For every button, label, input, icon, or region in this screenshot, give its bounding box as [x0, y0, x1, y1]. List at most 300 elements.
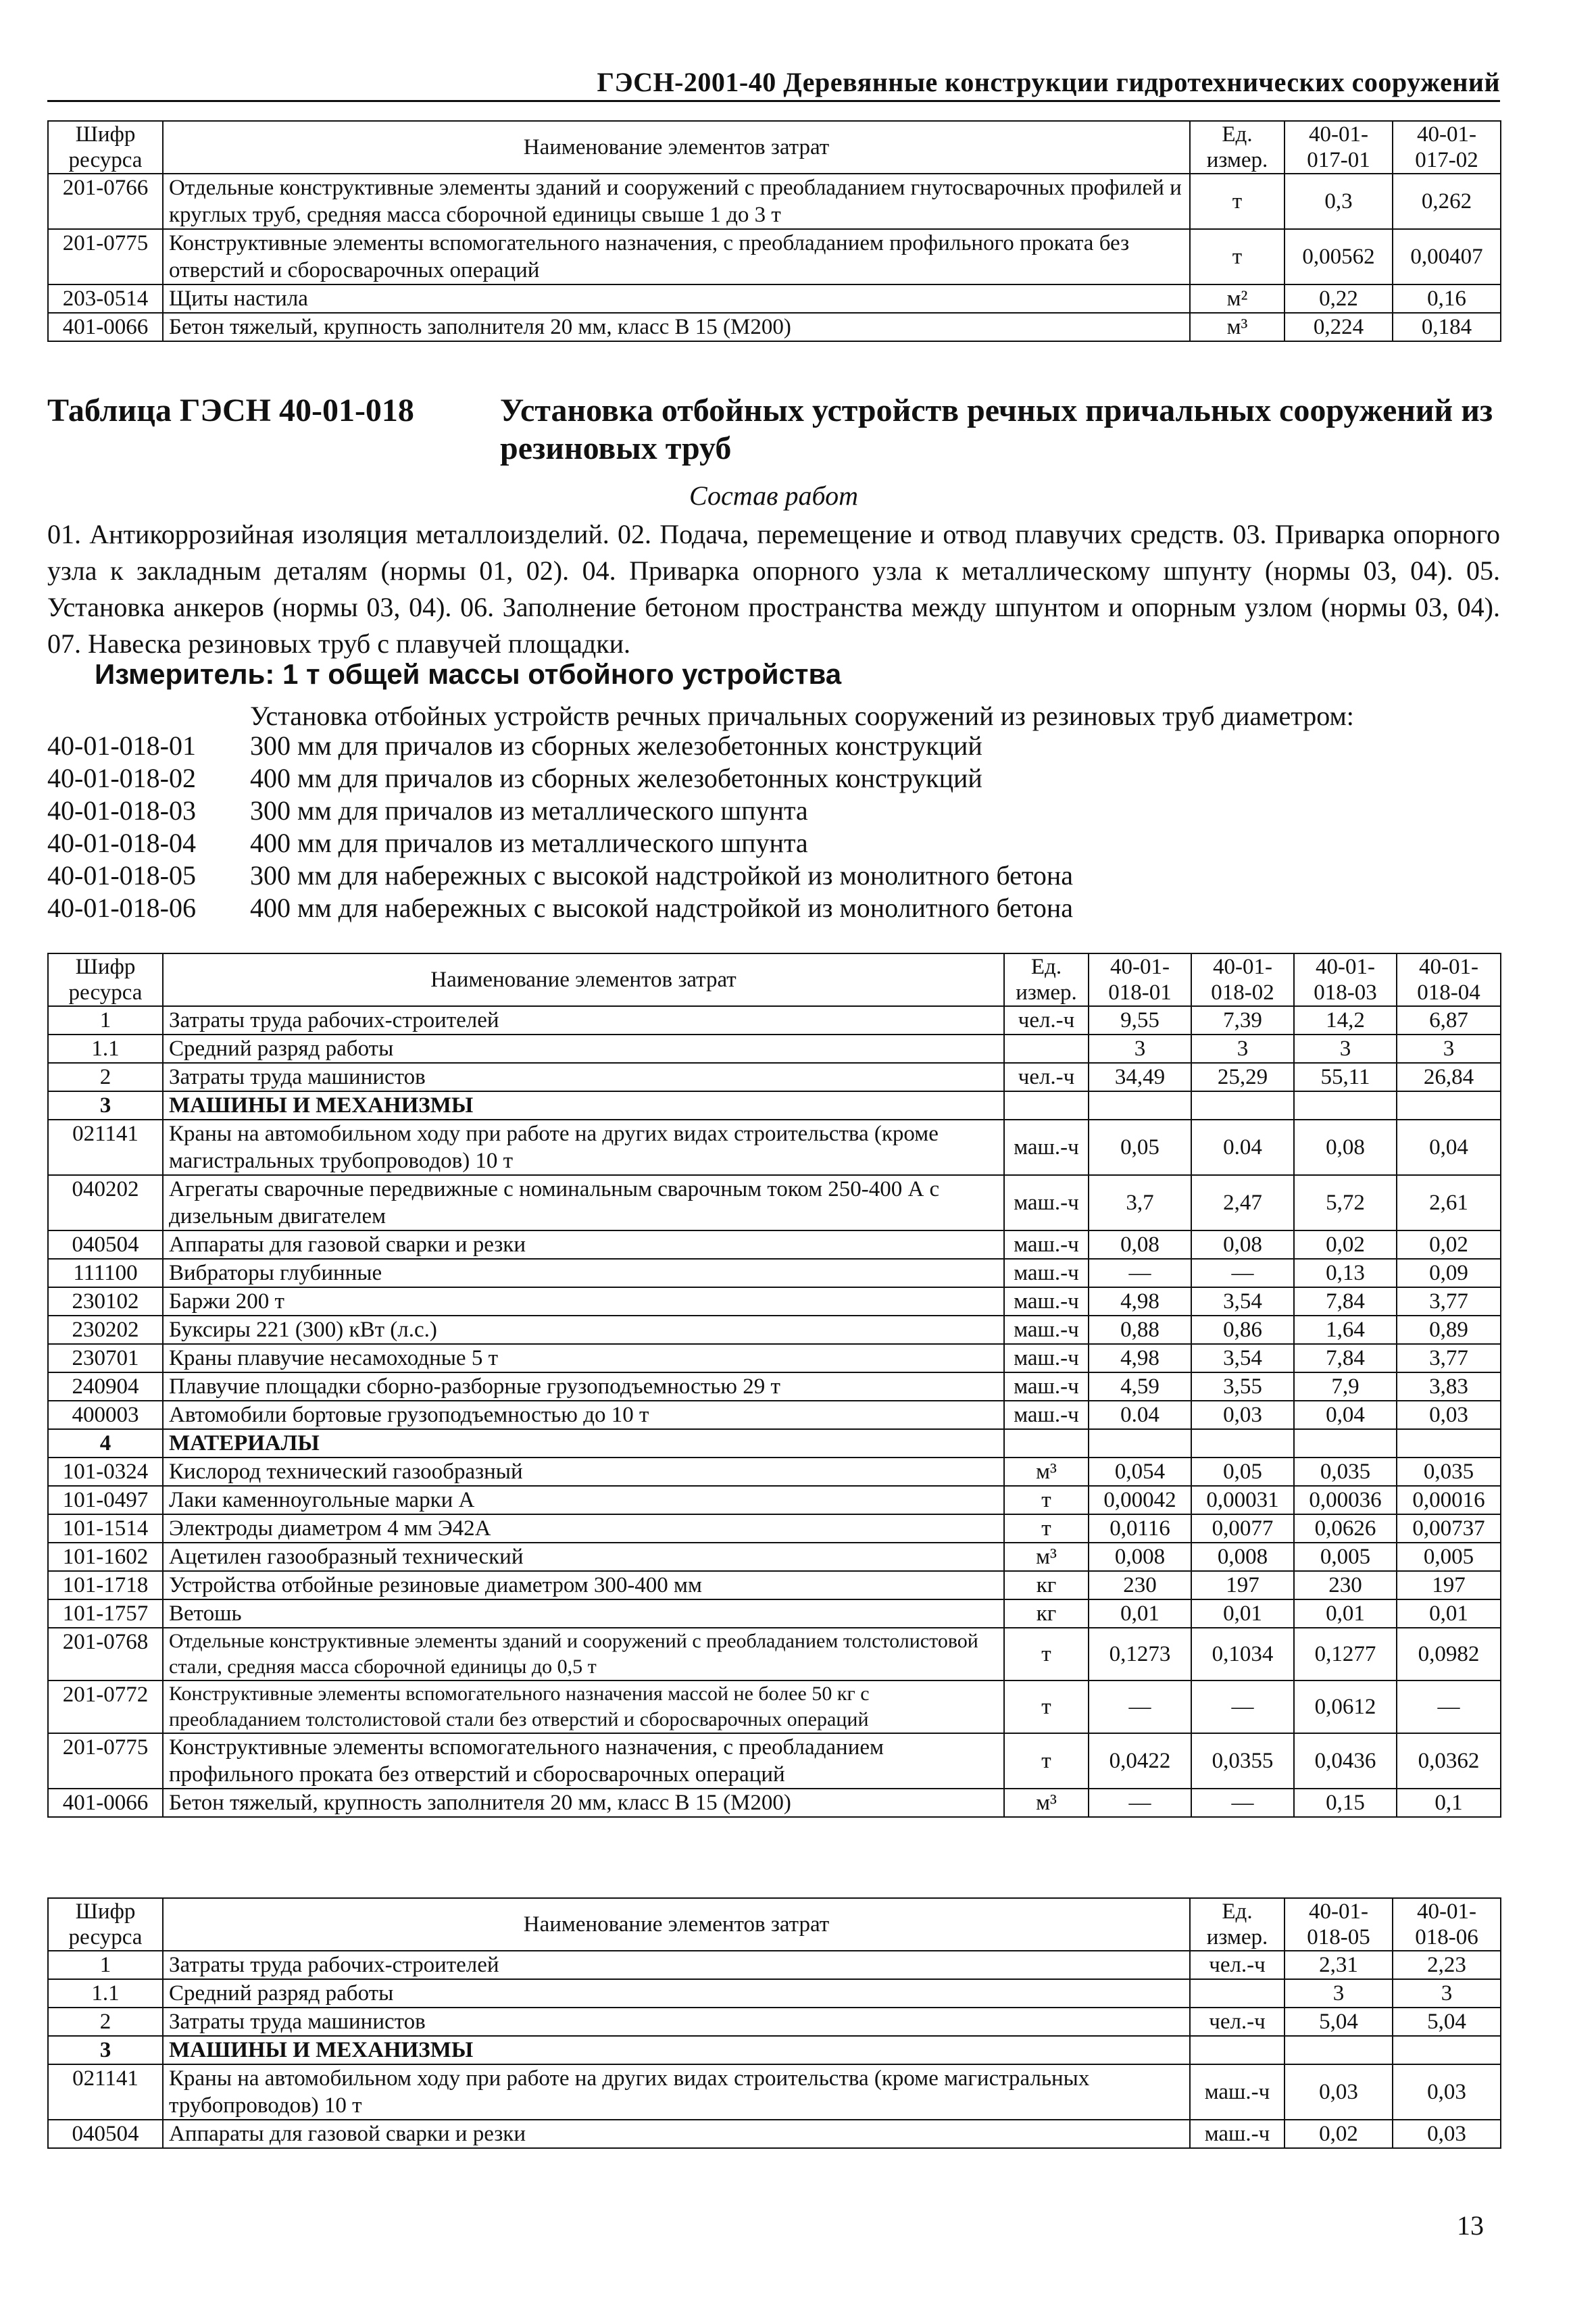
value-col1: 0,01	[1089, 1599, 1191, 1628]
value-col4: 2,61	[1397, 1175, 1501, 1230]
unit: маш.-ч	[1004, 1372, 1089, 1401]
value-col1: 4,59	[1089, 1372, 1191, 1401]
resource-code: 2	[48, 2008, 163, 2036]
table-name: Установка отбойных устройств речных причальных сооружений из резиновых труб	[500, 393, 1493, 466]
unit: м³	[1190, 313, 1285, 341]
cost-element-name: Средний разряд работы	[163, 1979, 1190, 2008]
table-row	[48, 174, 1501, 229]
cost-table-017	[47, 120, 1501, 342]
header-col1: 40-01-018-05	[1285, 1898, 1393, 1951]
cost-element-name: Краны на автомобильном ходу при работе на других видах строительства (кроме магистральных трубопроводов) 10 т	[163, 2064, 1190, 2120]
norm-code: 40-01-018-06	[47, 893, 196, 923]
header-col1: 40-01-018-01	[1089, 953, 1191, 1006]
value-col4: 0,00016	[1397, 1486, 1501, 1514]
value-col2: 3,54	[1191, 1287, 1294, 1316]
value-col4: 0,03	[1397, 1401, 1501, 1429]
value-col1: 4,98	[1089, 1287, 1191, 1316]
cost-element-name: Конструктивные элементы вспомогательного назначения массой не более 50 кг с преобладанием толстолистовой стали без отверстий и сборосварочных операций	[163, 1681, 1004, 1733]
norms-intro: Установка отбойных устройств речных причальных сооружений из резиновых труб диаметром:	[250, 701, 1354, 731]
norm-item	[47, 762, 1073, 795]
value-col3: 5,72	[1294, 1175, 1397, 1230]
value-col2: 3,55	[1191, 1372, 1294, 1401]
value-col4: 3,83	[1397, 1372, 1501, 1401]
unit: т	[1004, 1514, 1089, 1543]
value-col2: —	[1191, 1789, 1294, 1817]
header-col2: 40-01-018-06	[1393, 1898, 1501, 1951]
table-row	[48, 313, 1501, 341]
unit: маш.-ч	[1004, 1287, 1089, 1316]
unit: т	[1190, 174, 1285, 229]
value-col1: 0,008	[1089, 1543, 1191, 1571]
value-col1: 3	[1089, 1035, 1191, 1063]
unit	[1190, 1979, 1285, 2008]
value-col2: 0,0355	[1191, 1733, 1294, 1789]
value-col3: 0,035	[1294, 1458, 1397, 1486]
value-col3: 0,0436	[1294, 1733, 1397, 1789]
unit	[1004, 1035, 1089, 1063]
value-col2: 0,16	[1393, 284, 1501, 313]
table-row	[48, 1372, 1501, 1401]
unit: т	[1004, 1486, 1089, 1514]
value-col4: 197	[1397, 1571, 1501, 1599]
table-row	[48, 1979, 1501, 2008]
value-col2: 25,29	[1191, 1063, 1294, 1091]
cost-element-name: Затраты труда рабочих-строителей	[163, 1006, 1004, 1035]
value-col4: 26,84	[1397, 1063, 1501, 1091]
resource-code: 400003	[48, 1401, 163, 1429]
table-row	[48, 1259, 1501, 1287]
value-col4: 0,02	[1397, 1230, 1501, 1259]
cost-element-name: Ацетилен газообразный технический	[163, 1543, 1004, 1571]
value-col1: 0,224	[1285, 313, 1393, 341]
value-col3: 0,00036	[1294, 1486, 1397, 1514]
norm-text: 400 мм для набережных с высокой надстройкой из монолитного бетона	[250, 893, 1074, 923]
norm-text: 400 мм для причалов из сборных железобетонных конструкций	[250, 763, 982, 793]
unit	[1190, 2036, 1285, 2064]
resource-code: 040504	[48, 1230, 163, 1259]
cost-element-name: Устройства отбойные резиновые диаметром 300-400 мм	[163, 1571, 1004, 1599]
header-unit: Ед. измер.	[1190, 1898, 1285, 1951]
value-col1	[1089, 1429, 1191, 1458]
value-col3: 0,08	[1294, 1120, 1397, 1175]
unit: чел.-ч	[1190, 2008, 1285, 2036]
value-col1: 230	[1089, 1571, 1191, 1599]
value-col3: 1,64	[1294, 1316, 1397, 1344]
value-col3: 0,005	[1294, 1543, 1397, 1571]
cost-element-name: Конструктивные элементы вспомогательного назначения, с преобладанием профильного проката без отверстий и сборосварочных операций	[163, 229, 1190, 284]
norm-code: 40-01-018-01	[47, 730, 196, 761]
section-row	[48, 1429, 1501, 1458]
header-col1: 40-01-017-01	[1285, 121, 1393, 174]
table-row	[48, 1681, 1501, 1733]
value-col1: 0,1273	[1089, 1628, 1191, 1681]
resource-code: 201-0775	[48, 1733, 163, 1789]
resource-code: 201-0766	[48, 174, 163, 229]
norm-text: 300 мм для набережных с высокой надстройкой из монолитного бетона	[250, 860, 1074, 891]
cost-table-018-a	[47, 953, 1501, 1818]
cost-element-name: Аппараты для газовой сварки и резки	[163, 2120, 1190, 2148]
header-code: Шифр ресурса	[48, 953, 163, 1006]
table-body	[48, 1951, 1501, 2148]
table-row	[48, 1458, 1501, 1486]
cost-element-name: Затраты труда машинистов	[163, 2008, 1190, 2036]
resource-code: 401-0066	[48, 313, 163, 341]
table-row	[48, 1006, 1501, 1035]
value-col1: 34,49	[1089, 1063, 1191, 1091]
value-col3: 3	[1294, 1035, 1397, 1063]
value-col1	[1285, 2036, 1393, 2064]
norm-code: 40-01-018-02	[47, 763, 196, 793]
table-row	[48, 1120, 1501, 1175]
resource-code: 4	[48, 1429, 163, 1458]
cost-element-name: Конструктивные элементы вспомогательного назначения, с преобладанием профильного проката без отверстий и сборосварочных операций	[163, 1733, 1004, 1789]
unit	[1004, 1091, 1089, 1120]
value-col2: 2,23	[1393, 1951, 1501, 1979]
unit: м²	[1190, 284, 1285, 313]
running-header: ГЭСН-2001-40 Деревянные конструкции гидротехнических сооружений	[597, 67, 1500, 97]
cost-element-name: Лаки каменноугольные марки А	[163, 1486, 1004, 1514]
value-col1: 2,31	[1285, 1951, 1393, 1979]
value-col1: 0,00042	[1089, 1486, 1191, 1514]
table-row	[48, 1230, 1501, 1259]
unit: чел.-ч	[1004, 1063, 1089, 1091]
value-col2: 0,262	[1393, 174, 1501, 229]
table-row	[48, 1401, 1501, 1429]
resource-code: 401-0066	[48, 1789, 163, 1817]
unit: кг	[1004, 1599, 1089, 1628]
cost-element-name: МАШИНЫ И МЕХАНИЗМЫ	[163, 1091, 1004, 1120]
value-col2: 0,1034	[1191, 1628, 1294, 1681]
unit: маш.-ч	[1004, 1259, 1089, 1287]
unit	[1004, 1429, 1089, 1458]
cost-element-name: Щиты настила	[163, 284, 1190, 313]
value-col3: 0,04	[1294, 1401, 1397, 1429]
header-rule	[47, 100, 1500, 102]
value-col3: 0,1277	[1294, 1628, 1397, 1681]
value-col2: 5,04	[1393, 2008, 1501, 2036]
value-col3: 0,15	[1294, 1789, 1397, 1817]
header-unit: Ед. измер.	[1190, 121, 1285, 174]
value-col4: —	[1397, 1681, 1501, 1733]
value-col2: 3	[1393, 1979, 1501, 2008]
unit: т	[1004, 1733, 1089, 1789]
cost-element-name: Краны на автомобильном ходу при работе на других видах строительства (кроме магистральных трубопроводов) 10 т	[163, 1120, 1004, 1175]
value-col4: 3,77	[1397, 1287, 1501, 1316]
resource-code: 101-1718	[48, 1571, 163, 1599]
resource-code: 3	[48, 2036, 163, 2064]
value-col4: 3	[1397, 1035, 1501, 1063]
value-col2: 2,47	[1191, 1175, 1294, 1230]
norm-code: 40-01-018-04	[47, 828, 196, 858]
table-row	[48, 1951, 1501, 1979]
norm-item	[47, 827, 1073, 860]
table-row	[48, 1733, 1501, 1789]
resource-code: 101-1514	[48, 1514, 163, 1543]
norm-code: 40-01-018-03	[47, 795, 196, 826]
value-col3: 0,0612	[1294, 1681, 1397, 1733]
value-col4: 0,035	[1397, 1458, 1501, 1486]
header-name: Наименование элементов затрат	[163, 953, 1004, 1006]
header-code: Шифр ресурса	[48, 1898, 163, 1951]
unit: м³	[1004, 1543, 1089, 1571]
cost-element-name: Электроды диаметром 4 мм Э42А	[163, 1514, 1004, 1543]
value-col2: —	[1191, 1681, 1294, 1733]
value-col2: 3	[1191, 1035, 1294, 1063]
value-col4: 3,77	[1397, 1344, 1501, 1372]
value-col2: 0,86	[1191, 1316, 1294, 1344]
value-col3: 55,11	[1294, 1063, 1397, 1091]
header-name: Наименование элементов затрат	[163, 1898, 1190, 1951]
table-row	[48, 229, 1501, 284]
resource-code: 1.1	[48, 1035, 163, 1063]
cost-element-name: Затраты труда машинистов	[163, 1063, 1004, 1091]
value-col4	[1397, 1091, 1501, 1120]
table-body	[48, 1006, 1501, 1817]
cost-element-name: Баржи 200 т	[163, 1287, 1004, 1316]
value-col1: 0.04	[1089, 1401, 1191, 1429]
value-col1: 5,04	[1285, 2008, 1393, 2036]
norm-item	[47, 795, 1073, 827]
resource-code: 1.1	[48, 1979, 163, 2008]
value-col4: 0,00737	[1397, 1514, 1501, 1543]
norm-item	[47, 860, 1073, 892]
value-col2: 0.04	[1191, 1120, 1294, 1175]
resource-code: 1	[48, 1006, 163, 1035]
value-col1: 0,02	[1285, 2120, 1393, 2148]
unit: м³	[1004, 1458, 1089, 1486]
section-row	[48, 1091, 1501, 1120]
value-col1: —	[1089, 1259, 1191, 1287]
header-code: Шифр ресурса	[48, 121, 163, 174]
page-number: 13	[1457, 2210, 1484, 2241]
resource-code: 101-0497	[48, 1486, 163, 1514]
value-col2: 0,05	[1191, 1458, 1294, 1486]
value-col1: 0,3	[1285, 174, 1393, 229]
value-col1: 0,03	[1285, 2064, 1393, 2120]
resource-code: 201-0775	[48, 229, 163, 284]
header-unit: Ед. измер.	[1004, 953, 1089, 1006]
table-row	[48, 1599, 1501, 1628]
unit: маш.-ч	[1004, 1344, 1089, 1372]
unit: кг	[1004, 1571, 1089, 1599]
header-col2: 40-01-018-02	[1191, 953, 1294, 1006]
cost-element-name: Краны плавучие несамоходные 5 т	[163, 1344, 1004, 1372]
value-col1: 0,00562	[1285, 229, 1393, 284]
table-row	[48, 1035, 1501, 1063]
norm-text: 300 мм для причалов из металлического шпунта	[250, 795, 808, 826]
value-col2	[1393, 2036, 1501, 2064]
value-col1: 4,98	[1089, 1344, 1191, 1372]
unit: м³	[1004, 1789, 1089, 1817]
unit: т	[1190, 229, 1285, 284]
table-row	[48, 1486, 1501, 1514]
value-col1: —	[1089, 1789, 1191, 1817]
value-col4: 0,0362	[1397, 1733, 1501, 1789]
header-col4: 40-01-018-04	[1397, 953, 1501, 1006]
value-col2: 0,03	[1191, 1401, 1294, 1429]
unit: чел.-ч	[1190, 1951, 1285, 1979]
value-col3: 0,0626	[1294, 1514, 1397, 1543]
value-col4: 0,09	[1397, 1259, 1501, 1287]
table-row	[48, 1571, 1501, 1599]
resource-code: 201-0768	[48, 1628, 163, 1681]
resource-code: 101-1602	[48, 1543, 163, 1571]
value-col1: 0,22	[1285, 284, 1393, 313]
value-col3	[1294, 1091, 1397, 1120]
value-col4: 0,0982	[1397, 1628, 1501, 1681]
table-row	[48, 1543, 1501, 1571]
unit: маш.-ч	[1004, 1175, 1089, 1230]
cost-element-name: Вибраторы глубинные	[163, 1259, 1004, 1287]
norm-text: 400 мм для причалов из металлического шпунта	[250, 828, 808, 858]
cost-element-name: Отдельные конструктивные элементы зданий и сооружений с преобладанием толстолистовой стали, средняя масса сборочной единицы до 0,5 т	[163, 1628, 1004, 1681]
value-col1	[1089, 1091, 1191, 1120]
cost-element-name: МАТЕРИАЛЫ	[163, 1429, 1004, 1458]
value-col2: 0,0077	[1191, 1514, 1294, 1543]
table-018-part2	[47, 1897, 1500, 2149]
resource-code: 111100	[48, 1259, 163, 1287]
value-col1: 3,7	[1089, 1175, 1191, 1230]
header-col3: 40-01-018-03	[1294, 953, 1397, 1006]
value-col4: 0,005	[1397, 1543, 1501, 1571]
value-col4: 6,87	[1397, 1006, 1501, 1035]
resource-code: 201-0772	[48, 1681, 163, 1733]
value-col2: 197	[1191, 1571, 1294, 1599]
value-col4	[1397, 1429, 1501, 1458]
table-row	[48, 2120, 1501, 2148]
cost-element-name: Бетон тяжелый, крупность заполнителя 20 мм, класс В 15 (М200)	[163, 1789, 1004, 1817]
table-017-continuation	[47, 120, 1500, 342]
value-col4: 0,89	[1397, 1316, 1501, 1344]
cost-element-name: Кислород технический газообразный	[163, 1458, 1004, 1486]
table-row	[48, 1316, 1501, 1344]
cost-element-name: Затраты труда рабочих-строителей	[163, 1951, 1190, 1979]
value-col2: 3,54	[1191, 1344, 1294, 1372]
value-col1: 0,0422	[1089, 1733, 1191, 1789]
value-col4: 0,04	[1397, 1120, 1501, 1175]
value-col2: 0,03	[1393, 2064, 1501, 2120]
table-row	[48, 2008, 1501, 2036]
cost-element-name: Ветошь	[163, 1599, 1004, 1628]
value-col3: 7,84	[1294, 1344, 1397, 1372]
unit: маш.-ч	[1004, 1401, 1089, 1429]
resource-code: 240904	[48, 1372, 163, 1401]
unit: т	[1004, 1681, 1089, 1733]
value-col2: 0,008	[1191, 1543, 1294, 1571]
unit: т	[1004, 1628, 1089, 1681]
value-col2: 0,00407	[1393, 229, 1501, 284]
cost-element-name: МАШИНЫ И МЕХАНИЗМЫ	[163, 2036, 1190, 2064]
value-col1: 0,05	[1089, 1120, 1191, 1175]
table-row	[48, 1287, 1501, 1316]
table-row	[48, 1514, 1501, 1543]
works-description: 01. Антикоррозийная изоляция металлоизделий. 02. Подача, перемещение и отвод плавучих средств. 03. Приварка опорного узла к закладным деталям (нормы 01, 02). 04. Приварка опорного узла к металлическому шпунту (нормы 03, 04). 05. Установка анкеров (нормы 03, 04). 06. Заполнение бетоном пространства между шпунтом и опорным узлом (нормы 03, 04). 07. Навеска резиновых труб с плавучей площадки.	[47, 519, 1500, 659]
norm-item	[47, 892, 1073, 924]
value-col3: 0,01	[1294, 1599, 1397, 1628]
cost-table-018-b	[47, 1897, 1501, 2149]
norm-item	[47, 730, 1073, 762]
cost-element-name: Отдельные конструктивные элементы зданий и сооружений с преобладанием гнутосварочных профилей и круглых труб, средняя масса сборочной единицы свыше 1 до 3 т	[163, 174, 1190, 229]
value-col1: 9,55	[1089, 1006, 1191, 1035]
resource-code: 2	[48, 1063, 163, 1091]
cost-element-name: Агрегаты сварочные передвижные с номинальным сварочным током 250-400 А с дизельным двигателем	[163, 1175, 1004, 1230]
cost-element-name: Аппараты для газовой сварки и резки	[163, 1230, 1004, 1259]
resource-code: 040202	[48, 1175, 163, 1230]
norm-code: 40-01-018-05	[47, 860, 196, 891]
resource-code: 230701	[48, 1344, 163, 1372]
table-018-part1	[47, 953, 1500, 1818]
value-col4: 0,1	[1397, 1789, 1501, 1817]
value-col1: 0,88	[1089, 1316, 1191, 1344]
value-col2: —	[1191, 1259, 1294, 1287]
value-col2: 0,03	[1393, 2120, 1501, 2148]
value-col3: 230	[1294, 1571, 1397, 1599]
unit: маш.-ч	[1190, 2064, 1285, 2120]
unit: маш.-ч	[1004, 1120, 1089, 1175]
value-col2: 0,01	[1191, 1599, 1294, 1628]
table-header-row	[48, 953, 1501, 1006]
table-header-row	[48, 1898, 1501, 1951]
value-col2: 0,08	[1191, 1230, 1294, 1259]
unit: маш.-ч	[1004, 1230, 1089, 1259]
resource-code: 203-0514	[48, 284, 163, 313]
cost-element-name: Бетон тяжелый, крупность заполнителя 20 мм, класс В 15 (М200)	[163, 313, 1190, 341]
value-col1: 3	[1285, 1979, 1393, 2008]
value-col2: 0,00031	[1191, 1486, 1294, 1514]
resource-code: 1	[48, 1951, 163, 1979]
cost-element-name: Плавучие площадки сборно-разборные грузоподъемностью 29 т	[163, 1372, 1004, 1401]
resource-code: 230102	[48, 1287, 163, 1316]
header-name: Наименование элементов затрат	[163, 121, 1190, 174]
value-col1: —	[1089, 1681, 1191, 1733]
resource-code: 021141	[48, 2064, 163, 2120]
table-row	[48, 1063, 1501, 1091]
header-col2: 40-01-017-02	[1393, 121, 1501, 174]
table-row	[48, 1175, 1501, 1230]
value-col3: 7,84	[1294, 1287, 1397, 1316]
table-row	[48, 1628, 1501, 1681]
norm-text: 300 мм для причалов из сборных железобетонных конструкций	[250, 730, 982, 761]
table-row	[48, 2064, 1501, 2120]
cost-element-name: Автомобили бортовые грузоподъемностью до 10 т	[163, 1401, 1004, 1429]
table-header-row	[48, 121, 1501, 174]
unit: маш.-ч	[1190, 2120, 1285, 2148]
unit: маш.-ч	[1004, 1316, 1089, 1344]
table-row	[48, 284, 1501, 313]
cost-element-name: Средний разряд работы	[163, 1035, 1004, 1063]
value-col3: 0,02	[1294, 1230, 1397, 1259]
norms-list	[47, 730, 1073, 924]
value-col2: 7,39	[1191, 1006, 1294, 1035]
unit: чел.-ч	[1004, 1006, 1089, 1035]
resource-code: 101-0324	[48, 1458, 163, 1486]
resource-code: 021141	[48, 1120, 163, 1175]
table-row	[48, 1344, 1501, 1372]
value-col3: 7,9	[1294, 1372, 1397, 1401]
table-label: Таблица ГЭСН 40-01-018	[47, 393, 414, 428]
resource-code: 230202	[48, 1316, 163, 1344]
value-col2: 0,184	[1393, 313, 1501, 341]
cost-element-name: Буксиры 221 (300) кВт (л.с.)	[163, 1316, 1004, 1344]
value-col1: 0,054	[1089, 1458, 1191, 1486]
table-row	[48, 1789, 1501, 1817]
resource-code: 040504	[48, 2120, 163, 2148]
value-col4: 0,01	[1397, 1599, 1501, 1628]
resource-code: 101-1757	[48, 1599, 163, 1628]
value-col3	[1294, 1429, 1397, 1458]
value-col3: 14,2	[1294, 1006, 1397, 1035]
resource-code: 3	[48, 1091, 163, 1120]
